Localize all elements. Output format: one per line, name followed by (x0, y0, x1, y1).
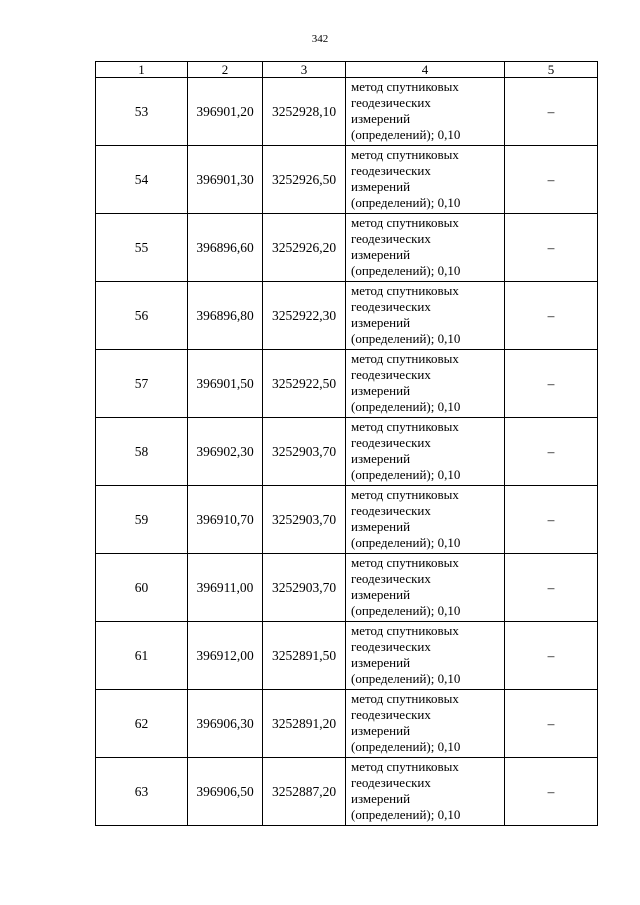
method-line: (определений); 0,10 (351, 535, 461, 550)
method-line: метод спутниковых (351, 79, 459, 94)
method-line: (определений); 0,10 (351, 263, 461, 278)
note-cell: – (505, 282, 598, 350)
method-line: геодезических (351, 299, 431, 314)
note-cell: – (505, 214, 598, 282)
method-cell (346, 622, 505, 690)
method-cell (346, 282, 505, 350)
point-number-cell: 54 (96, 146, 188, 214)
table-row (96, 214, 598, 282)
method-cell (346, 214, 505, 282)
method-line: измерений (351, 179, 411, 194)
point-number-cell: 59 (96, 486, 188, 554)
column-header: 4 (346, 62, 505, 78)
method-line: (определений); 0,10 (351, 467, 461, 482)
method-line: геодезических (351, 707, 431, 722)
y-coordinate-cell: 3252926,50 (263, 146, 346, 214)
table-row (96, 690, 598, 758)
method-line: метод спутниковых (351, 759, 459, 774)
method-cell (346, 554, 505, 622)
note-cell: – (505, 350, 598, 418)
method-line: геодезических (351, 639, 431, 654)
method-line: измерений (351, 655, 411, 670)
method-cell (346, 350, 505, 418)
method-line: геодезических (351, 571, 431, 586)
method-cell (346, 486, 505, 554)
method-line: (определений); 0,10 (351, 195, 461, 210)
method-line: метод спутниковых (351, 623, 459, 638)
y-coordinate-cell: 3252922,30 (263, 282, 346, 350)
method-line: измерений (351, 451, 411, 466)
method-line: (определений); 0,10 (351, 671, 461, 686)
column-header: 5 (505, 62, 598, 78)
table-row (96, 622, 598, 690)
method-line: измерений (351, 587, 411, 602)
table-row (96, 78, 598, 146)
method-line: метод спутниковых (351, 351, 459, 366)
note-cell: – (505, 622, 598, 690)
x-coordinate-cell: 396912,00 (188, 622, 263, 690)
x-coordinate-cell: 396902,30 (188, 418, 263, 486)
x-coordinate-cell: 396901,20 (188, 78, 263, 146)
point-number-cell: 60 (96, 554, 188, 622)
method-cell (346, 418, 505, 486)
note-cell: – (505, 78, 598, 146)
point-number-cell: 63 (96, 758, 188, 826)
y-coordinate-cell: 3252903,70 (263, 486, 346, 554)
method-line: (определений); 0,10 (351, 331, 461, 346)
method-line: измерений (351, 111, 411, 126)
point-number-cell: 61 (96, 622, 188, 690)
method-line: геодезических (351, 503, 431, 518)
method-line: (определений); 0,10 (351, 739, 461, 754)
point-number-cell: 53 (96, 78, 188, 146)
table-row (96, 554, 598, 622)
coordinates-table (95, 61, 598, 826)
method-line: измерений (351, 519, 411, 534)
method-line: измерений (351, 723, 411, 738)
method-line: геодезических (351, 435, 431, 450)
method-line: метод спутниковых (351, 215, 459, 230)
method-line: геодезических (351, 367, 431, 382)
method-line: метод спутниковых (351, 419, 459, 434)
method-line: измерений (351, 383, 411, 398)
method-line: метод спутниковых (351, 147, 459, 162)
point-number-cell: 57 (96, 350, 188, 418)
column-header: 3 (263, 62, 346, 78)
method-line: метод спутниковых (351, 691, 459, 706)
method-line: (определений); 0,10 (351, 603, 461, 618)
x-coordinate-cell: 396906,50 (188, 758, 263, 826)
note-cell: – (505, 758, 598, 826)
point-number-cell: 58 (96, 418, 188, 486)
y-coordinate-cell: 3252903,70 (263, 554, 346, 622)
method-cell (346, 78, 505, 146)
point-number-cell: 55 (96, 214, 188, 282)
method-cell (346, 690, 505, 758)
note-cell: – (505, 690, 598, 758)
table-row (96, 146, 598, 214)
method-line: метод спутниковых (351, 487, 459, 502)
note-cell: – (505, 486, 598, 554)
method-cell (346, 758, 505, 826)
y-coordinate-cell: 3252926,20 (263, 214, 346, 282)
column-header: 2 (188, 62, 263, 78)
y-coordinate-cell: 3252903,70 (263, 418, 346, 486)
method-line: геодезических (351, 95, 431, 110)
note-cell: – (505, 554, 598, 622)
method-line: (определений); 0,10 (351, 127, 461, 142)
table-row (96, 418, 598, 486)
table-body (96, 78, 598, 826)
column-header: 1 (96, 62, 188, 78)
table-row (96, 350, 598, 418)
y-coordinate-cell: 3252922,50 (263, 350, 346, 418)
table-row (96, 758, 598, 826)
y-coordinate-cell: 3252928,10 (263, 78, 346, 146)
method-line: метод спутниковых (351, 283, 459, 298)
method-line: измерений (351, 315, 411, 330)
method-cell (346, 146, 505, 214)
x-coordinate-cell: 396896,60 (188, 214, 263, 282)
point-number-cell: 62 (96, 690, 188, 758)
x-coordinate-cell: 396901,30 (188, 146, 263, 214)
x-coordinate-cell: 396906,30 (188, 690, 263, 758)
x-coordinate-cell: 396896,80 (188, 282, 263, 350)
table-row (96, 486, 598, 554)
table-header-row (96, 62, 598, 78)
y-coordinate-cell: 3252891,20 (263, 690, 346, 758)
y-coordinate-cell: 3252891,50 (263, 622, 346, 690)
method-line: геодезических (351, 163, 431, 178)
method-line: метод спутниковых (351, 555, 459, 570)
method-line: геодезических (351, 775, 431, 790)
method-line: (определений); 0,10 (351, 399, 461, 414)
x-coordinate-cell: 396910,70 (188, 486, 263, 554)
method-line: измерений (351, 791, 411, 806)
page-number: 342 (311, 33, 329, 45)
x-coordinate-cell: 396901,50 (188, 350, 263, 418)
method-line: геодезических (351, 231, 431, 246)
method-line: (определений); 0,10 (351, 807, 461, 822)
table-row (96, 282, 598, 350)
x-coordinate-cell: 396911,00 (188, 554, 263, 622)
point-number-cell: 56 (96, 282, 188, 350)
note-cell: – (505, 146, 598, 214)
y-coordinate-cell: 3252887,20 (263, 758, 346, 826)
note-cell: – (505, 418, 598, 486)
method-line: измерений (351, 247, 411, 262)
